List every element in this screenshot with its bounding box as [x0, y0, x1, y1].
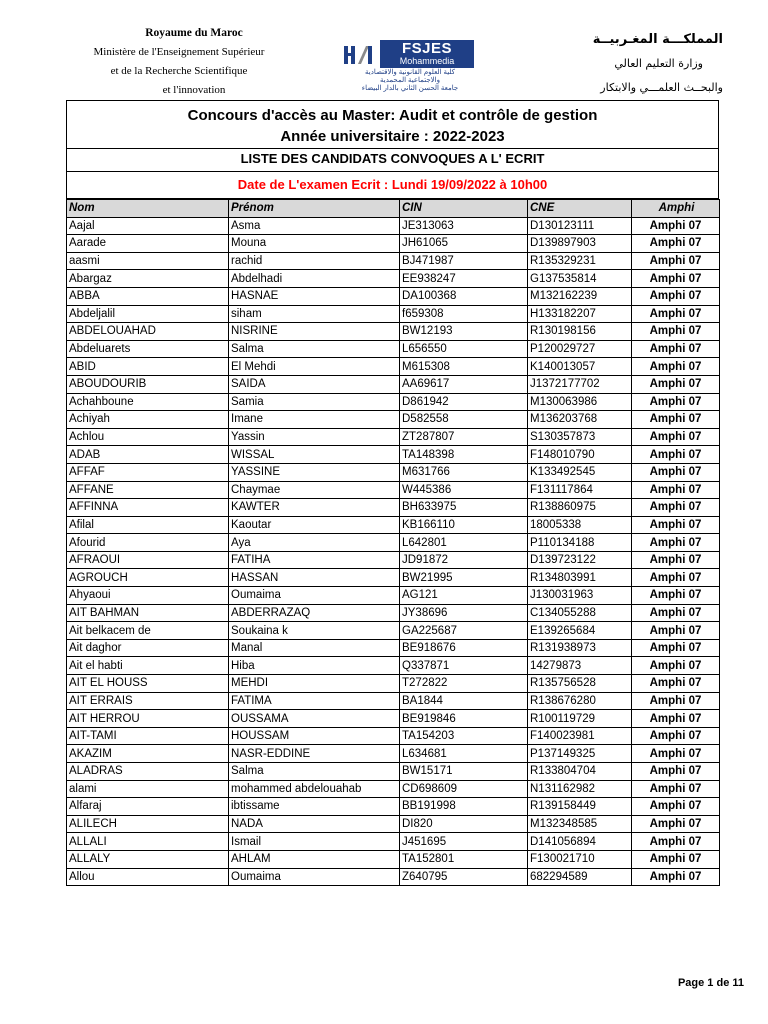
cell-cin: BJ471987: [400, 252, 528, 270]
cell-cin: BE918676: [400, 639, 528, 657]
table-row: [67, 798, 720, 816]
table-row: [67, 569, 720, 587]
cell-cne: E139265684: [528, 622, 632, 640]
cell-amphi: Amphi 07: [632, 534, 720, 552]
cell-cin: BW21995: [400, 569, 528, 587]
cell-nom: Aajal: [67, 217, 229, 235]
cell-cne: P120029727: [528, 340, 632, 358]
candidates-table: [66, 199, 720, 886]
cell-prenom: Manal: [229, 639, 400, 657]
cell-cin: TA148398: [400, 446, 528, 464]
cell-prenom: FATIMA: [229, 692, 400, 710]
cell-cne: J130031963: [528, 587, 632, 605]
cell-cne: R139158449: [528, 798, 632, 816]
cell-prenom: Soukaina k: [229, 622, 400, 640]
cell-nom: Ait belkacem de: [67, 622, 229, 640]
table-row: [67, 604, 720, 622]
cell-amphi: Amphi 07: [632, 217, 720, 235]
table-row: [67, 217, 720, 235]
ministry-line-3: et l'innovation: [162, 84, 226, 96]
cell-cne: R138676280: [528, 692, 632, 710]
cell-cne: M132348585: [528, 815, 632, 833]
cell-cne: R130198156: [528, 323, 632, 341]
cell-amphi: Amphi 07: [632, 850, 720, 868]
table-row: [67, 780, 720, 798]
fsjes-badge: [380, 40, 474, 68]
table-header-row: [67, 200, 720, 218]
logo-arabic-text: [344, 69, 476, 93]
cell-cne: D139723122: [528, 551, 632, 569]
table-row: [67, 727, 720, 745]
cell-amphi: Amphi 07: [632, 481, 720, 499]
cell-nom: Achahboune: [67, 393, 229, 411]
cell-cin: L634681: [400, 745, 528, 763]
cell-cne: G137535814: [528, 270, 632, 288]
cell-amphi: Amphi 07: [632, 710, 720, 728]
cell-cne: R138860975: [528, 499, 632, 517]
cell-nom: Achlou: [67, 428, 229, 446]
cell-cne: R135756528: [528, 675, 632, 693]
divider: [67, 148, 718, 149]
cell-cin: TA152801: [400, 850, 528, 868]
kingdom-label-ar: المملكـــة المغـربيــة: [592, 32, 723, 47]
cell-amphi: Amphi 07: [632, 252, 720, 270]
table-row: [67, 235, 720, 253]
cell-nom: alami: [67, 780, 229, 798]
cell-prenom: OUSSAMA: [229, 710, 400, 728]
cell-prenom: El Mehdi: [229, 358, 400, 376]
cell-cne: R100119729: [528, 710, 632, 728]
cell-prenom: ABDERRAZAQ: [229, 604, 400, 622]
cell-amphi: Amphi 07: [632, 340, 720, 358]
cell-cne: P110134188: [528, 534, 632, 552]
cell-cne: D139897903: [528, 235, 632, 253]
cell-prenom: siham: [229, 305, 400, 323]
cell-cne: F148010790: [528, 446, 632, 464]
cell-nom: ABBA: [67, 287, 229, 305]
cell-prenom: KAWTER: [229, 499, 400, 517]
table-row: [67, 622, 720, 640]
document-title: Concours d'accès au Master: Audit et contrôle de gestion: [187, 107, 598, 124]
cell-amphi: Amphi 07: [632, 287, 720, 305]
table-row: [67, 516, 720, 534]
exam-date: Date de L'examen Ecrit : Lundi 19/09/2022 à 10h00: [237, 177, 548, 192]
cell-cne: H133182207: [528, 305, 632, 323]
cell-amphi: Amphi 07: [632, 235, 720, 253]
cell-amphi: Amphi 07: [632, 375, 720, 393]
cell-cne: F140023981: [528, 727, 632, 745]
column-header-cin: CIN: [400, 200, 528, 218]
cell-amphi: Amphi 07: [632, 763, 720, 781]
cell-cne: K133492545: [528, 463, 632, 481]
cell-amphi: Amphi 07: [632, 727, 720, 745]
cell-nom: AFFANE: [67, 481, 229, 499]
cell-cin: W445386: [400, 481, 528, 499]
cell-cne: R135329231: [528, 252, 632, 270]
logo-arabic-line-2: والاجتماعية المحمدية: [380, 77, 440, 84]
cell-nom: AKAZIM: [67, 745, 229, 763]
cell-nom: ALADRAS: [67, 763, 229, 781]
cell-amphi: Amphi 07: [632, 675, 720, 693]
cell-nom: AIT EL HOUSS: [67, 675, 229, 693]
table-row: [67, 657, 720, 675]
cell-prenom: Oumaima: [229, 587, 400, 605]
cell-prenom: NADA: [229, 815, 400, 833]
divider: [67, 171, 718, 172]
cell-cin: BE919846: [400, 710, 528, 728]
cell-nom: Ait daghor: [67, 639, 229, 657]
column-header-prenom: Prénom: [229, 200, 400, 218]
cell-amphi: Amphi 07: [632, 446, 720, 464]
cell-nom: aasmi: [67, 252, 229, 270]
cell-nom: ALLALY: [67, 850, 229, 868]
cell-prenom: SAIDA: [229, 375, 400, 393]
cell-prenom: Abdelhadi: [229, 270, 400, 288]
cell-cin: Z640795: [400, 868, 528, 886]
cell-prenom: Mouna: [229, 235, 400, 253]
table-row: [67, 411, 720, 429]
cell-amphi: Amphi 07: [632, 587, 720, 605]
cell-amphi: Amphi 07: [632, 551, 720, 569]
cell-cne: M132162239: [528, 287, 632, 305]
cell-amphi: Amphi 07: [632, 868, 720, 886]
cell-nom: ABDELOUAHAD: [67, 323, 229, 341]
logo-name: FSJES: [401, 40, 453, 57]
cell-cin: L656550: [400, 340, 528, 358]
list-title: LISTE DES CANDIDATS CONVOQUES A L' ECRIT: [240, 151, 545, 166]
table-row: [67, 481, 720, 499]
table-row: [67, 710, 720, 728]
cell-prenom: FATIHA: [229, 551, 400, 569]
cell-nom: AFFINNA: [67, 499, 229, 517]
cell-nom: Aarade: [67, 235, 229, 253]
logo-arabic-line-3: جامعة الحسن الثاني بالدار البيضاء: [361, 85, 459, 92]
cell-cin: JY38696: [400, 604, 528, 622]
logo-arabic-line-1: كلية العلوم القانونية والاقتصادية: [365, 69, 455, 76]
cell-cne: N131162982: [528, 780, 632, 798]
cell-prenom: Kaoutar: [229, 516, 400, 534]
cell-cin: AA69617: [400, 375, 528, 393]
cell-prenom: Ismail: [229, 833, 400, 851]
ministry-line-2-ar: والبحــث العلمـــي والابتكار: [600, 81, 723, 94]
cell-prenom: Hiba: [229, 657, 400, 675]
cell-nom: Alfaraj: [67, 798, 229, 816]
cell-prenom: WISSAL: [229, 446, 400, 464]
cell-cin: KB166110: [400, 516, 528, 534]
cell-cne: J1372177702: [528, 375, 632, 393]
table-row: [67, 393, 720, 411]
cell-nom: Abdeluarets: [67, 340, 229, 358]
cell-prenom: NISRINE: [229, 323, 400, 341]
logo-city: Mohammedia: [399, 56, 455, 66]
cell-prenom: Salma: [229, 763, 400, 781]
cell-cne: D130123111: [528, 217, 632, 235]
table-row: [67, 675, 720, 693]
cell-cin: M631766: [400, 463, 528, 481]
cell-cin: TA154203: [400, 727, 528, 745]
cell-cne: M130063986: [528, 393, 632, 411]
cell-nom: Ait el habti: [67, 657, 229, 675]
cell-cin: BA1844: [400, 692, 528, 710]
table-row: [67, 463, 720, 481]
cell-cin: BB191998: [400, 798, 528, 816]
cell-prenom: Chaymae: [229, 481, 400, 499]
cell-prenom: Yassin: [229, 428, 400, 446]
table-row: [67, 358, 720, 376]
cell-cne: D141056894: [528, 833, 632, 851]
table-row: [67, 287, 720, 305]
cell-amphi: Amphi 07: [632, 393, 720, 411]
cell-cin: T272822: [400, 675, 528, 693]
cell-cin: f659308: [400, 305, 528, 323]
cell-cne: S130357873: [528, 428, 632, 446]
cell-amphi: Amphi 07: [632, 745, 720, 763]
cell-amphi: Amphi 07: [632, 815, 720, 833]
cell-prenom: rachid: [229, 252, 400, 270]
table-row: [67, 587, 720, 605]
cell-cin: GA225687: [400, 622, 528, 640]
cell-nom: AGROUCH: [67, 569, 229, 587]
cell-prenom: HASSAN: [229, 569, 400, 587]
table-row: [67, 323, 720, 341]
cell-prenom: Asma: [229, 217, 400, 235]
cell-amphi: Amphi 07: [632, 780, 720, 798]
fsjes-logo: [340, 40, 480, 92]
cell-cin: D582558: [400, 411, 528, 429]
cell-cne: M136203768: [528, 411, 632, 429]
cell-prenom: Oumaima: [229, 868, 400, 886]
cell-cin: JH61065: [400, 235, 528, 253]
cell-cin: BW12193: [400, 323, 528, 341]
cell-cin: M615308: [400, 358, 528, 376]
cell-cne: 18005338: [528, 516, 632, 534]
ministry-header-ar: [523, 28, 723, 100]
table-row: [67, 868, 720, 886]
table-row: [67, 763, 720, 781]
page-number: Page 1 de 11: [677, 977, 744, 989]
cell-cne: P137149325: [528, 745, 632, 763]
cell-cin: CD698609: [400, 780, 528, 798]
cell-cin: JE313063: [400, 217, 528, 235]
cell-nom: Abdeljalil: [67, 305, 229, 323]
document-title-box: [66, 100, 719, 199]
cell-cin: L642801: [400, 534, 528, 552]
table-row: [67, 428, 720, 446]
cell-prenom: AHLAM: [229, 850, 400, 868]
table-row: [67, 534, 720, 552]
column-header-amphi: Amphi: [632, 200, 720, 218]
cell-cne: F131117864: [528, 481, 632, 499]
cell-amphi: Amphi 07: [632, 692, 720, 710]
table-row: [67, 745, 720, 763]
cell-prenom: YASSINE: [229, 463, 400, 481]
ministry-line-2: et de la Recherche Scientifique: [110, 65, 248, 77]
cell-cin: EE938247: [400, 270, 528, 288]
table-row: [67, 375, 720, 393]
cell-amphi: Amphi 07: [632, 622, 720, 640]
cell-cin: DA100368: [400, 287, 528, 305]
cell-prenom: ibtissame: [229, 798, 400, 816]
table-row: [67, 499, 720, 517]
table-row: [67, 639, 720, 657]
cell-cin: AG121: [400, 587, 528, 605]
cell-cne: K140013057: [528, 358, 632, 376]
cell-nom: Afilal: [67, 516, 229, 534]
cell-amphi: Amphi 07: [632, 323, 720, 341]
cell-amphi: Amphi 07: [632, 463, 720, 481]
cell-nom: ABID: [67, 358, 229, 376]
table-row: [67, 850, 720, 868]
cell-prenom: NASR-EDDINE: [229, 745, 400, 763]
cell-amphi: Amphi 07: [632, 569, 720, 587]
cell-cne: 14279873: [528, 657, 632, 675]
cell-cne: 682294589: [528, 868, 632, 886]
column-header-cne: CNE: [528, 200, 632, 218]
cell-amphi: Amphi 07: [632, 411, 720, 429]
cell-cne: R131938973: [528, 639, 632, 657]
cell-cne: R133804704: [528, 763, 632, 781]
cell-cin: BW15171: [400, 763, 528, 781]
cell-amphi: Amphi 07: [632, 657, 720, 675]
cell-nom: ALLALI: [67, 833, 229, 851]
cell-prenom: HOUSSAM: [229, 727, 400, 745]
cell-nom: ALILECH: [67, 815, 229, 833]
cell-cin: DI820: [400, 815, 528, 833]
cell-cin: Q337871: [400, 657, 528, 675]
cell-amphi: Amphi 07: [632, 270, 720, 288]
cell-nom: ADAB: [67, 446, 229, 464]
cell-nom: AIT HERROU: [67, 710, 229, 728]
cell-prenom: Salma: [229, 340, 400, 358]
cell-cin: BH633975: [400, 499, 528, 517]
cell-amphi: Amphi 07: [632, 798, 720, 816]
cell-amphi: Amphi 07: [632, 428, 720, 446]
cell-cin: JD91872: [400, 551, 528, 569]
cell-amphi: Amphi 07: [632, 516, 720, 534]
cell-prenom: MEHDI: [229, 675, 400, 693]
cell-prenom: Aya: [229, 534, 400, 552]
cell-prenom: Imane: [229, 411, 400, 429]
cell-amphi: Amphi 07: [632, 639, 720, 657]
cell-amphi: Amphi 07: [632, 499, 720, 517]
cell-amphi: Amphi 07: [632, 604, 720, 622]
cell-nom: AFRAOUI: [67, 551, 229, 569]
cell-nom: AIT-TAMI: [67, 727, 229, 745]
cell-cne: R134803991: [528, 569, 632, 587]
table-row: [67, 252, 720, 270]
cell-cin: J451695: [400, 833, 528, 851]
cell-cin: D861942: [400, 393, 528, 411]
cell-nom: Ahyaoui: [67, 587, 229, 605]
table-row: [67, 270, 720, 288]
kingdom-label: Royaume du Maroc: [145, 27, 243, 39]
table-row: [67, 815, 720, 833]
cell-prenom: HASNAE: [229, 287, 400, 305]
cell-nom: ABOUDOURIB: [67, 375, 229, 393]
cell-cne: C134055288: [528, 604, 632, 622]
ministry-line-1: Ministère de l'Enseignement Supérieur: [93, 46, 265, 58]
university-logo-icon: [342, 42, 376, 68]
table-row: [67, 340, 720, 358]
table-row: [67, 692, 720, 710]
cell-nom: Abargaz: [67, 270, 229, 288]
cell-prenom: Samia: [229, 393, 400, 411]
cell-nom: AIT BAHMAN: [67, 604, 229, 622]
table-row: [67, 551, 720, 569]
ministry-header-fr: [64, 24, 294, 100]
column-header-nom: Nom: [67, 200, 229, 218]
cell-amphi: Amphi 07: [632, 833, 720, 851]
cell-cne: F130021710: [528, 850, 632, 868]
cell-nom: Allou: [67, 868, 229, 886]
table-row: [67, 305, 720, 323]
cell-amphi: Amphi 07: [632, 358, 720, 376]
table-row: [67, 446, 720, 464]
cell-amphi: Amphi 07: [632, 305, 720, 323]
cell-nom: Achiyah: [67, 411, 229, 429]
academic-year: Année universitaire : 2022-2023: [280, 128, 505, 145]
ministry-line-1-ar: وزارة التعليم العالي: [614, 57, 703, 70]
cell-nom: AFFAF: [67, 463, 229, 481]
cell-prenom: mohammed abdelouahab: [229, 780, 400, 798]
cell-cin: ZT287807: [400, 428, 528, 446]
table-row: [67, 833, 720, 851]
cell-nom: AIT ERRAIS: [67, 692, 229, 710]
cell-nom: Afourid: [67, 534, 229, 552]
